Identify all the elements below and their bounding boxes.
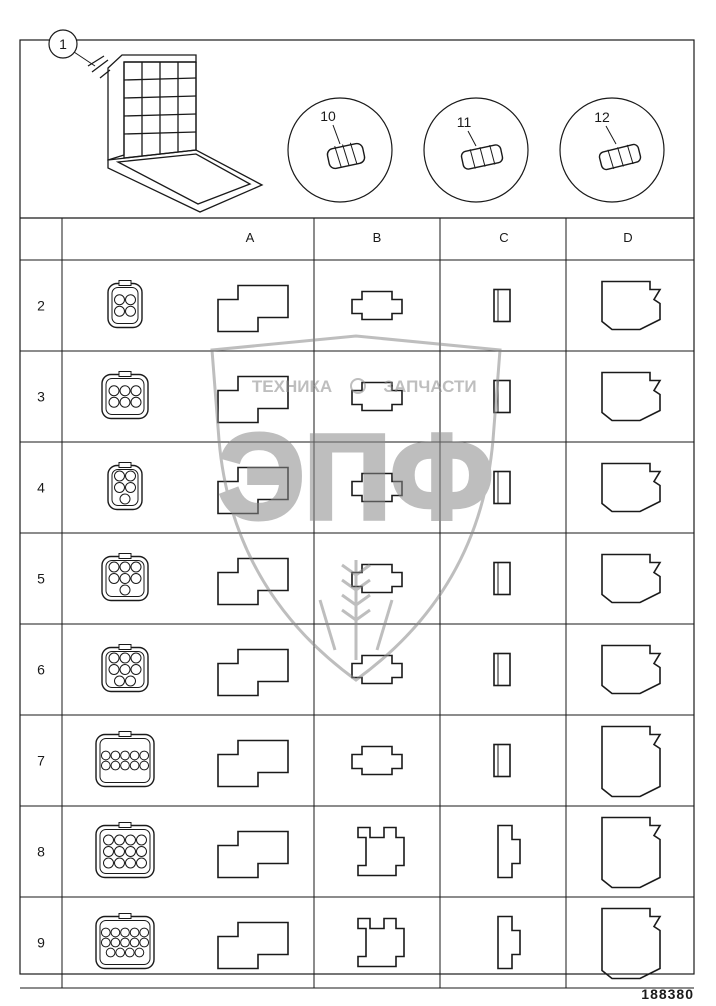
housing-outline-d — [602, 818, 660, 888]
seal-10-detail — [288, 98, 392, 202]
housing-outline-a — [218, 832, 288, 878]
seal-12-label: 12 — [594, 109, 610, 125]
housing-outline-c — [494, 745, 510, 777]
table-row-5 — [37, 554, 660, 605]
table-row-9 — [37, 909, 660, 979]
housing-outline-c — [494, 654, 510, 686]
column-header-d: D — [623, 230, 633, 245]
housing-outline-c — [494, 472, 510, 504]
seal-12-detail — [560, 98, 664, 202]
table-row-6 — [37, 645, 660, 696]
column-header-a: A — [245, 230, 255, 245]
watermark-wheat-icon — [320, 560, 392, 660]
housing-outline-a — [218, 286, 288, 332]
housing-outline-d — [602, 646, 660, 694]
connector-face-icon — [102, 372, 148, 419]
connector-face-icon — [96, 732, 154, 787]
housing-outline-d — [602, 464, 660, 512]
housing-outline-a — [218, 741, 288, 787]
connector-face-icon — [96, 914, 154, 969]
housing-outline-d — [602, 373, 660, 421]
housing-outline-d — [602, 555, 660, 603]
row-label: 8 — [37, 843, 45, 860]
column-headers — [246, 230, 633, 245]
housing-outline-a — [218, 923, 288, 969]
housing-outline-d — [602, 727, 660, 797]
row-label: 3 — [37, 388, 45, 405]
connector-face-icon — [102, 645, 148, 692]
row-label: 7 — [37, 752, 45, 769]
column-header-b: B — [372, 230, 382, 245]
housing-outline-c — [494, 290, 510, 322]
watermark — [212, 336, 500, 680]
row-label: 6 — [37, 661, 45, 678]
housing-outline-b — [352, 747, 402, 775]
connector-face-icon — [108, 281, 142, 328]
seal-11-label: 11 — [456, 114, 472, 130]
row-label: 4 — [37, 479, 45, 496]
table-row-2 — [37, 281, 660, 332]
seal-11-detail — [424, 98, 528, 202]
housing-outline-d — [602, 282, 660, 330]
housing-outline-b — [352, 292, 402, 320]
housing-outline-d — [602, 909, 660, 979]
housing-outline-a — [218, 650, 288, 696]
storage-box-illustration — [88, 55, 262, 212]
seal-10-label: 10 — [320, 108, 336, 124]
connector-face-icon — [96, 823, 154, 878]
column-header-c: C — [499, 230, 509, 245]
row-label: 2 — [37, 297, 45, 314]
housing-outline-b — [358, 919, 404, 967]
housing-outline-c — [498, 917, 520, 969]
sheet-number: 188380 — [641, 986, 694, 1002]
connector-face-icon — [102, 554, 148, 601]
row-label: 9 — [37, 934, 45, 951]
housing-outline-b — [358, 828, 404, 876]
callout-1 — [49, 30, 95, 66]
callout-1-label: 1 — [59, 36, 67, 52]
row-label: 5 — [37, 570, 45, 587]
connector-face-icon — [108, 463, 142, 510]
watermark-text-right: ЗАПЧАСТИ — [383, 377, 477, 396]
connector-table-body — [37, 281, 660, 979]
watermark-logo: ЭПФ — [218, 410, 494, 544]
housing-outline-c — [498, 826, 520, 878]
housing-outline-c — [494, 563, 510, 595]
table-row-7 — [37, 727, 660, 797]
watermark-text-left: ТЕХНИКА — [251, 377, 333, 396]
table-row-8 — [37, 818, 660, 888]
housing-outline-b — [352, 656, 402, 684]
